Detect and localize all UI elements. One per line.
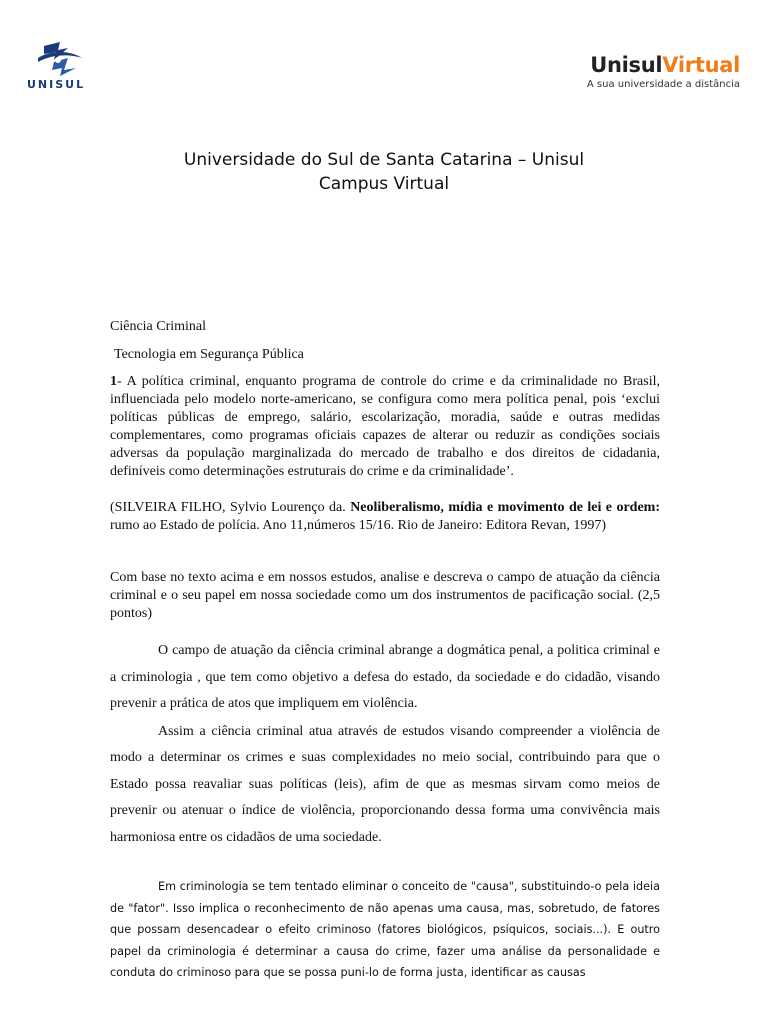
question-number: 1 xyxy=(110,374,117,389)
title-line-1: Universidade do Sul de Santa Catarina – Unisul xyxy=(183,150,585,170)
question-1-body: - A política criminal, enquanto programa de controle do crime e da criminalidade no Brasil, influenciada pelo modelo norte-americano, se configura como mera política penal, pois ‘exclui políticas públicas de emprego, salário, escolarização, moradia, saúde e outras medidas complementares, como programas oficiais capazes de alterar ou reduzir as condições sociais adversas da população marginalizada do mercado de trabalho e dos direitos de cidadania, definíveis como determinações estruturais do crime e da criminalidade’. xyxy=(110,374,660,479)
answer-paragraph-2: Assim a ciência criminal atua através de estudos visando compreender a violência de modo a determinar os crimes e suas complexidades no meio social, contribuindo para que o Estado possa reavaliar suas políticas (leis), afim de que as mesmas sirvam como meios de prevenir ou atenuar o índice de violência, proporcionando dessa forma uma convivência mais harmoniosa entre os cidadãos de uma sociedade. xyxy=(110,723,660,845)
unisul-logo xyxy=(24,40,114,92)
title-line-2: Campus Virtual xyxy=(318,174,450,194)
citation-title: Neoliberalismo, mídia e movimento de lei e ordem: xyxy=(350,500,660,515)
brand-tagline: A sua universidade a distância xyxy=(586,79,740,90)
unisul-logo-text: UNISUL xyxy=(27,78,86,91)
unisul-virtual-logo xyxy=(570,52,740,92)
answer-section xyxy=(110,638,660,851)
unisul-emblem-icon xyxy=(24,40,96,78)
citation xyxy=(110,499,660,535)
brand-virtual: Virtual xyxy=(662,53,740,77)
page-title xyxy=(0,148,768,196)
brand-unisul: Unisul xyxy=(590,53,663,77)
criminology-paragraph: Em criminologia se tem tentado eliminar o conceito de "causa", substituindo-o pela ideia de "fator". Isso implica o reconhecimento de não apenas uma causa, mas, sobretudo, de fatores que possam desencadear o efeito criminoso (fatores biológicos, psíquicos, sociais...). E outro papel da criminologia é determinar a causa do crime, fazer uma análise da personalidade e conduta do criminoso para que se possa puni-lo de forma justa, identificar as causas xyxy=(110,880,660,979)
course-name: Ciência Criminal xyxy=(110,319,207,334)
question-1-text xyxy=(110,373,660,481)
program-name: Tecnologia em Segurança Pública xyxy=(114,347,304,362)
unisul-virtual-brand xyxy=(570,52,740,78)
citation-suffix: rumo ao Estado de polícia. Ano 11,números 15/16. Rio de Janeiro: Editora Revan, 1997) xyxy=(110,518,606,533)
citation-prefix: (SILVEIRA FILHO, Sylvio Lourenço da. xyxy=(110,500,351,515)
answer-paragraph-1: O campo de atuação da ciência criminal abrange a dogmática penal, a politica criminal e a criminologia , que tem como objetivo a defesa do estado, da sociedade e do cidadão, visando prevenir a prática de atos que impliquem em violência. xyxy=(110,643,660,711)
question-prompt: Com base no texto acima e em nossos estudos, analise e descreva o campo de atuação da ciência criminal e o seu papel em nossa sociedade como um dos instrumentos de pacificação social. (2,5 pontos) xyxy=(110,570,660,621)
